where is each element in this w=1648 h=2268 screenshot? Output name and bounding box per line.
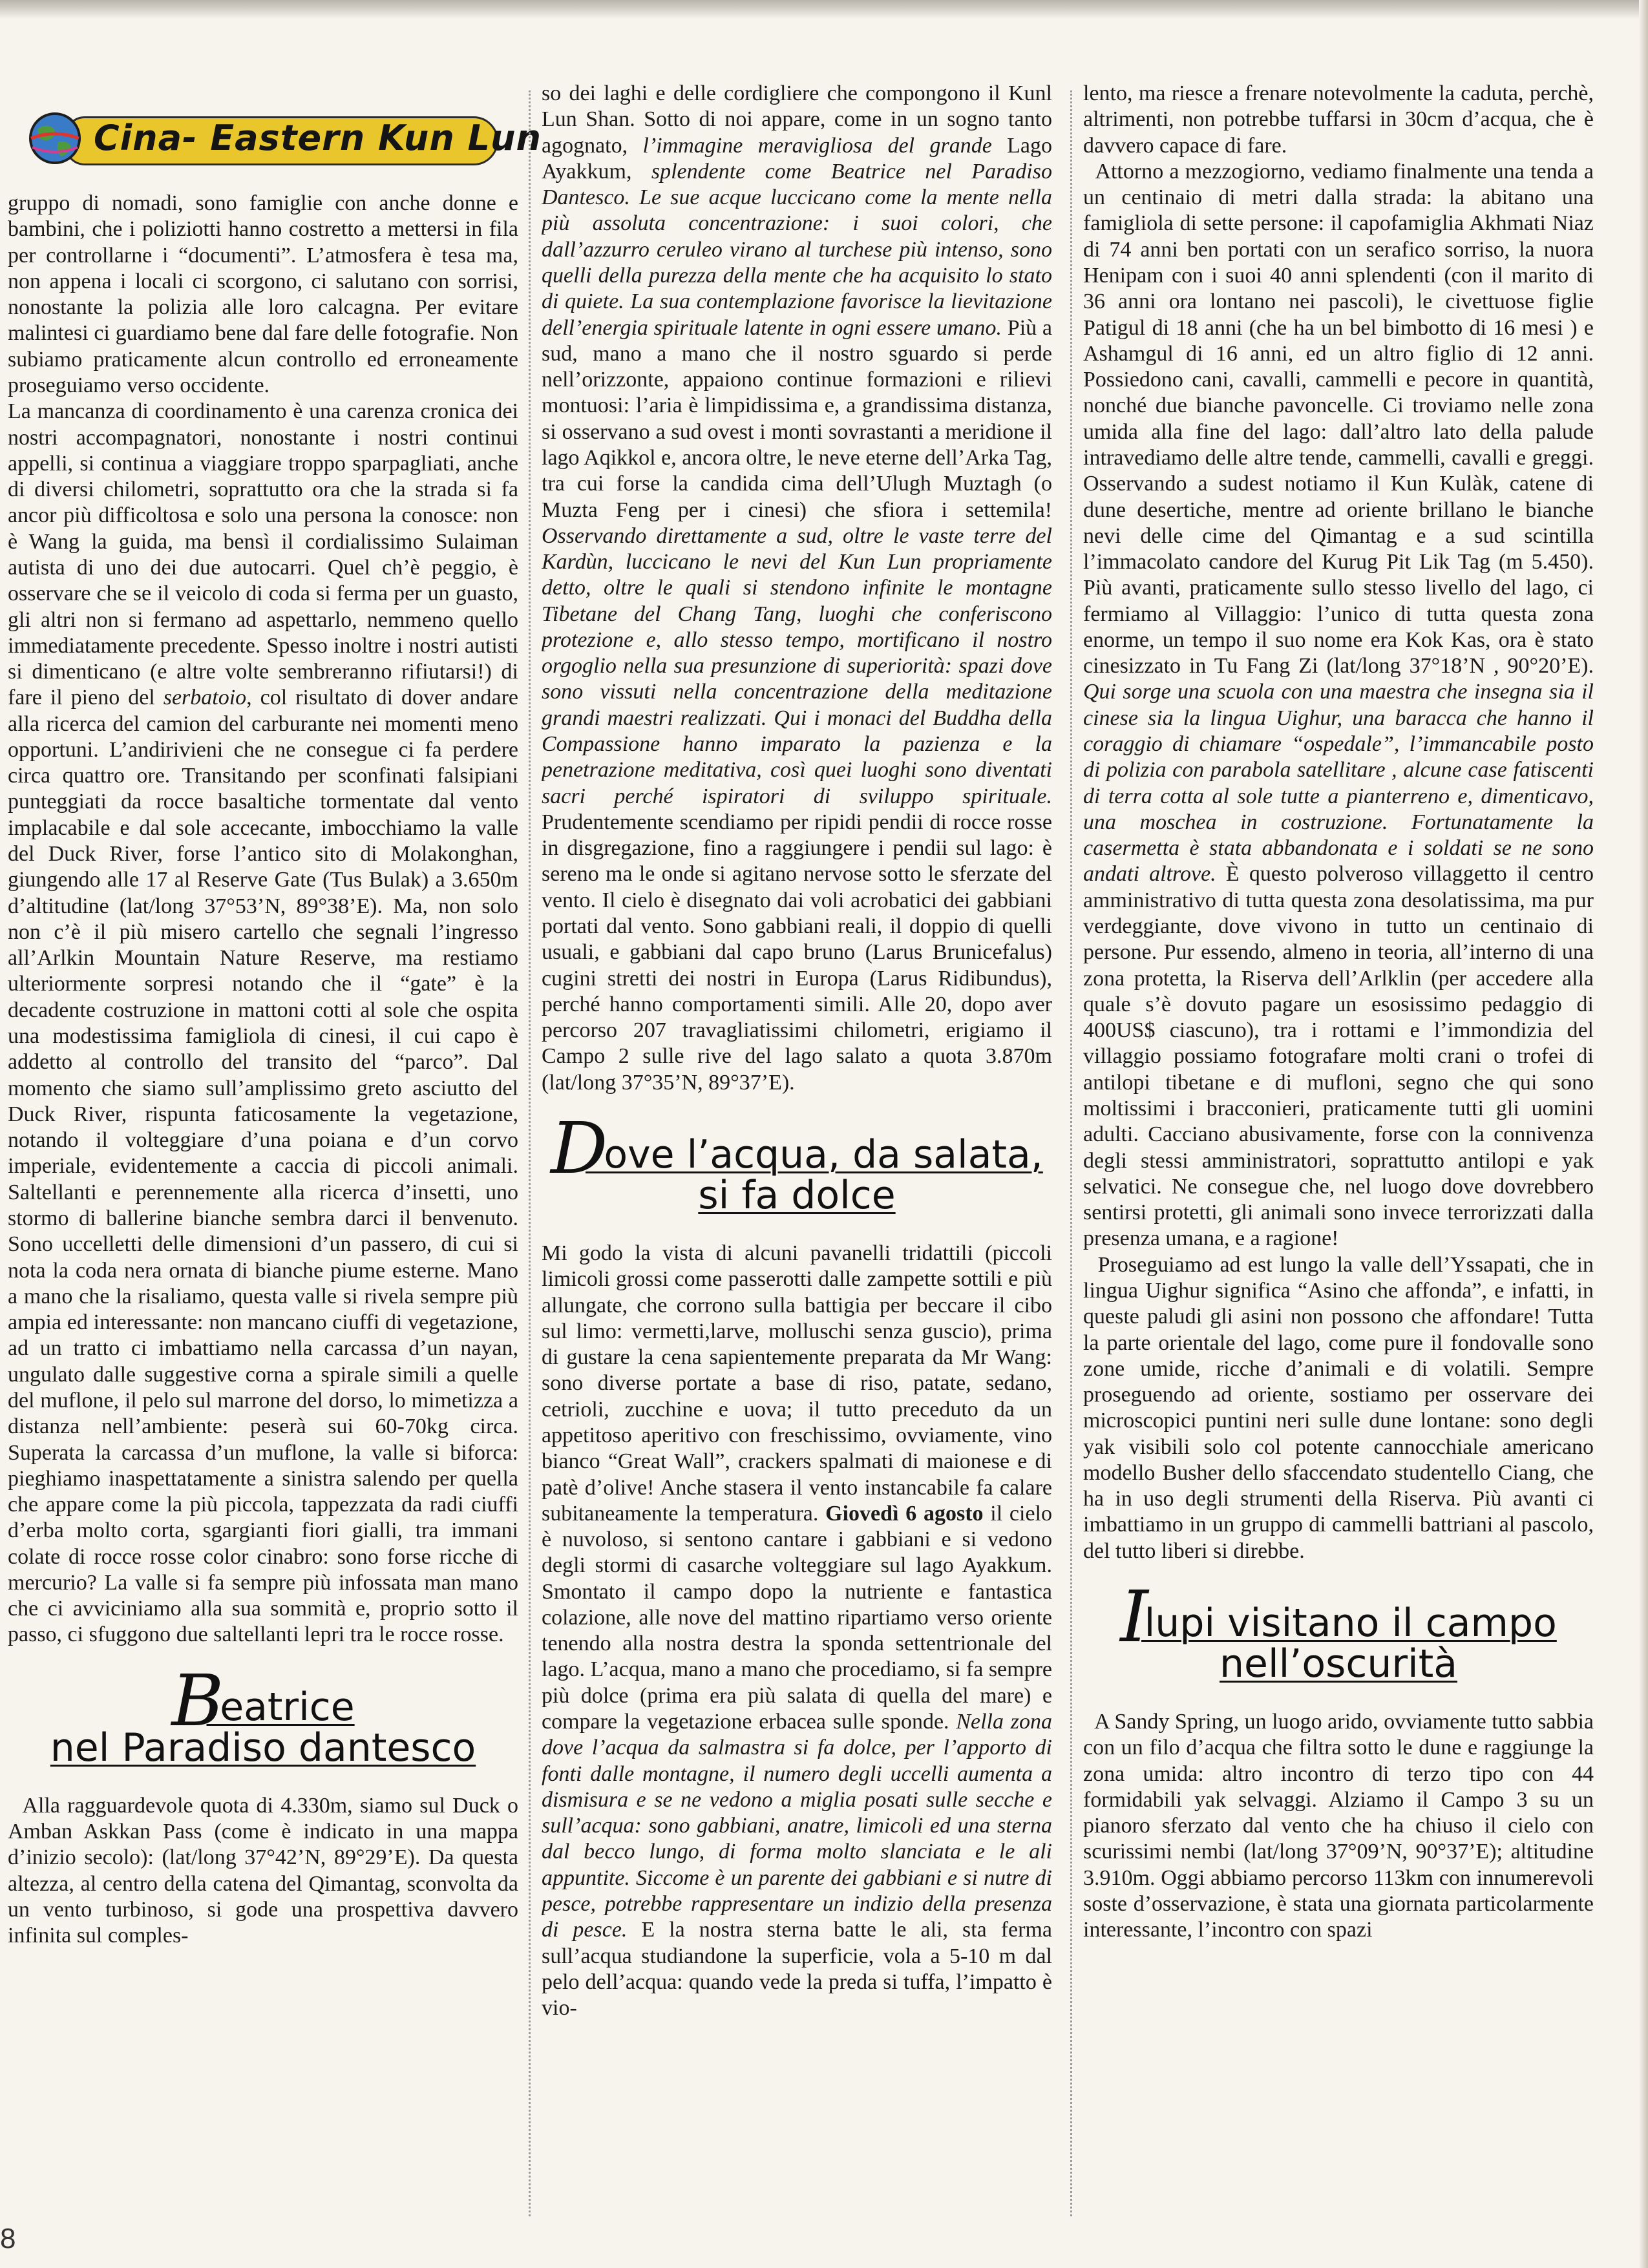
paragraph: A Sandy Spring, un luogo arido, ovviamente tutto sabbia con un filo d’acqua che filtra sotto le dune e raggiunge la zona umida: altro incontro di terzo tipo con 44 formidabili yak selvaggi. Alziamo il Campo 3 su un pianoro sferzato dal vento che ha chiuso il cielo con scurissimi nembi (lat/long 37°09’N, 90°37’E); altitudine 3.910m. Oggi abbiamo percorso 113km con innumerevoli soste d’osservazione, è stata una giornata particolarmente interessante, l’incontro con spazi: [1083, 1710, 1594, 1942]
section-header: [19, 109, 542, 168]
paragraph: La mancanza di coordinamento è una carenza cronica dei nostri accompagnatori, nonostante i nostri continui appelli, si continua a viaggiare troppo sparpagliati, anche di diversi chilometri, soprattutto ora che la strada si fa ancor più difficoltosa e solo una persona la conosce: non è Wang la guida, ma bensì il cordialissimo Sulaiman autista di uno dei due autocarri. Quel ch’è peggio, è osservare che se il veicolo di coda si ferma per un guasto, gli altri non si fermano ad aspettarlo, nemmeno quello immediatamente precedente. Spesso inoltre i nostri autisti si dimenticano (e altre volte sembreranno rifiutarsi!) di fare il pieno del serbatoio, col risultato di dover andare alla ricerca del camion del carburante nei momenti meno opportuni. L’andirivieni che ne consegue ci fa perdere circa quattro ore. Transitando per sconfinati falsipiani punteggiati da rocce basaltiche tormentate dal vento implacabile e dal sole accecante, imbocchiamo la valle del Duck River, forse l’antico sito di Molakonghan, giungendo alle 17 al Reserve Gate (Tus Bulak) a 3.650m d’altitudine (lat/long 37°53’N, 89°38’E). Ma, non solo non c’è il più misero cartello che segnali l’ingresso all’Arlkin Mountain Nature Reserve, ma restiamo ulteriormente sorpresi notando che il “gate” è la decadente costruzione in mattoni cotti al sole che ospita una modestissima famigliola di cinesi, il cui capo è addetto al controllo del transito del “parco”. Dal momento che siamo sull’amplissimo greto asciutto del Duck River, rispunta faticosamente la vegetazione, notando il volteggiare d’una poiana e d’un corvo imperiale, evidentemente a caccia di piccoli animali. Saltellanti e perennemente alla ricerca d’insetti, uno stormo di ballerine bianche sembra darci il benvenuto. Sono uccelletti delle dimensioni d’un passero, di cui si nota la coda nera ornata di bianche piume esterne. Mano a mano che la risaliamo, questa valle si rivela sempre più ampia ed interessante: non mancano ciuffi di vegetazione, ad un tratto ci imbattiamo nella carcassa d’un nayan, ungulato dalle suggestive corna a spirale simili a quelle del muflone, il pelo sul marrone del dorso, lo mimetizza a distanza nell’ambiente: peserà sui 60-70kg circa. Superata la carcassa d’un muflone, la valle si biforca: pieghiamo inaspettatamente a sinistra salendo per quella che appare come la più piccola, tappezzata da radi ciuffi d’erba molto corta, sgargianti fiori gialli, tra immani colate di rocce rosse color cinabro: sono forse ricche di mercurio? La valle si fa sempre più infossata man mano che ci avviciniamo alla sua sommità e, proprio sotto il passo, ci sfuggono due saltellanti lepri tra le rocce rosse.: [8, 399, 518, 1647]
scan-edge-right: [1639, 0, 1648, 2268]
article-subheading: Dove l’acqua, da salata, si fa dolce: [551, 1106, 1043, 1218]
column-divider: [1070, 90, 1072, 2216]
globe-icon: [26, 110, 84, 167]
paragraph: gruppo di nomadi, sono famiglie con anche donne e bambini, che i poliziotti hanno costretto a mettersi in fila per controllarne i “documenti”. L’atmosfera è tesa ma, non appena i locali ci scorgono, ci salutano con sorrisi, nonostante la polizia alle loro calcagna. Per evitare malintesi ci guardiamo bene dal fare delle fotografie. Non subiamo praticamente alcun controllo ed erroneamente proseguiamo verso occidente.: [8, 191, 518, 397]
paragraph: Proseguiamo ad est lungo la valle dell’Yssapati, che in lingua Uighur significa “Asino che affonda”, e infatti, in queste paludi gli asini non possono che affondare! Tutta la parte orientale del lago, come pure il fondovalle sono zone umide, ricche d’animali e di volatili. Sempre proseguendo ad oriente, sostiamo per osservare dei microscopici puntini neri sulle dune lontane: sono degli yak visibili solo col potente cannocchiale americano modello Busher dello sfaccendato studentello Ciang, che ha in uso degli strumenti della Riserva. Più avanti ci imbattiamo in un gruppo di cammelli battriani al pascolo, del tutto liberi si direbbe.: [1083, 1252, 1594, 1563]
paragraph: lento, ma riesce a frenare notevolmente la caduta, perchè, altrimenti, non potrebbe tuffarsi in 30cm d’acqua, che è davvero capace di fare.: [1083, 81, 1594, 158]
column-divider: [529, 90, 531, 2216]
paragraph: Alla ragguardevole quota di 4.330m, siamo sul Duck o Amban Askkan Pass (come è indicato in una mappa d’inizio secolo): (lat/long 37°42’N, 89°29’E). Da questa altezza, al centro della catena del Qimantag, sconvolta da un vento turbinoso, si gode una prospettiva davvero infinita sul comples-: [8, 1793, 518, 1948]
scan-edge-top: [0, 0, 1648, 19]
article-subheading: Ilupi visitano il campo nell’oscurità: [1120, 1575, 1557, 1687]
text-column-1: [8, 191, 518, 2239]
text-column-2: [542, 81, 1052, 2232]
text-column-3: [1083, 81, 1594, 2232]
article-subheading: Beatrice nel Paradiso dantesco: [50, 1659, 476, 1770]
paragraph: Attorno a mezzogiorno, vediamo finalmente una tenda a un centinaio di metri dalla strada: la abitano una famigliola di sette persone: il capofamiglia Akhmati Niaz di 74 anni ben portati con un serafico sorriso, la nuora Henipam con i suoi 40 anni splendenti (con il marito di 36 anni ora lontano nei pascoli), le civettuose figlie Patigul di 18 anni (che ha un bel bimbotto di 16 mesi ) e Ashamgul di 16 anni, ed un altro figlio di 12 anni. Possiedono cani, cavalli, cammelli e pecore in quantità, nonché due bianche pavoncelle. Ci troviamo nelle zona umida alla fine del lago: dall’altro lato della palude intravediamo delle altre tende, cammelli, cavalli e greggi. Osservando a sudest notiamo il Kun Kulàk, catene di dune desertiche, mentre ad oriente brillano le bianche nevi delle cime del Qimantag e a sud scintilla l’immacolato candore del Kurug Pit Lik Tag (m 5.450). Più avanti, praticamente sullo stesso livello del lago, ci fermiamo al Villaggio: l’unico di tutta questa zona enorme, un tempo il suo nome era Kok Kas, ora è stato cinesizzato in Tu Fang Zi (lat/long 37°18’N , 90°20’E). Qui sorge una scuola con una maestra che insegna sia il cinese sia la lingua Uighur, una baracca che hanno il coraggio di chiamare “ospedale”, l’immancabile posto di polizia con parabola satellitare , alcune case fatiscenti di terra cotta al sole tutte a pianterreno e, dimenticavo, una moschea in costruzione. Fortunatamente la casermetta è stata abbandonata e i soldati se ne sono andati altrove. È questo polveroso villaggetto il centro amministrativo di tutta questa zona desolatissima, ma pur verdeggiante, dove vivono in tutto un centinaio di persone. Pur essendo, almeno in teoria, all’interno di una zona protetta, la Riserva dell’Arlklin (per accedere alla quale s’è dovuto pagare un esosissimo pedaggio di 400US$ ciascuno), tra i rottami e l’immondizia del villaggio possiamo fotografare molti crani o trofei di antilopi tibetane e di mufloni, segno che qui sono moltissimi i bracconieri, praticamente tutti gli uomini adulti. Cacciano abusivamente, forse con la connivenza degli stessi amministratori, soprattutto antilopi e yak selvatici. Ne consegue che, nel luogo dove dovrebbero sentirsi protetti, gli animali sono invece terrorizzati dalla presenza umana, e a ragione!: [1083, 159, 1594, 1251]
paragraph: so dei laghi e delle cordigliere che compongono il Kunl Lun Shan. Sotto di noi appare, come in un sogno tanto agognato, l’immagine meravigliosa del grande Lago Ayakkum, splendente come Beatrice nel Paradiso Dantesco. Le sue acque luccicano come la mente nella più assoluta concentrazione: i suoi colori, che dall’azzurro ceruleo virano al turchese più intenso, sono quelli della purezza della mente che ha acquisito lo stato di quiete. La sua contemplazione favorisce la lievitazione dell’energia spirituale latente in ogni essere umano. Più a sud, mano a mano che il nostro sguardo si perde nell’orizzonte, appaiono continue formazioni e rilievi montuosi: l’aria è limpidissima e, a grandissima distanza, si osservano a sud ovest i monti sovrastanti a meridione il lago Aqikkol e, ancora oltre, le neve eterne dell’Arka Tag, tra cui forse la candida cima dell’Ulugh Muztagh (o Muzta Feng per i cinesi) che sfiora i settemila! Osservando direttamente a sud, oltre le vaste terre del Kardùn, luccicano le nevi del Kun Lun propriamente detto, oltre le quali si stendono infinite le montagne Tibetane del Chang Tang, luoghi che conferiscono protezione e, allo stesso tempo, mortificano il nostro orgoglio nella sua presunzione di superiorità: spazi dove sono vissuti nella concentrazione della meditazione grandi maestri realizzati. Qui i monaci del Buddha della Compassione hanno imparato la pazienza e la penetrazione meditativa, così quei luoghi sono diventati sacri perché ispiratori di sviluppo spirituale. Prudentemente scendiamo per ripidi pendii di rocce rosse in disgregazione, fino a raggiungere i pendii sul lago: è sereno ma le onde si agitano nervose sotto le sferzate del vento. Il cielo è disegnato dai voli acrobatici dei gabbiani portati dal vento. Sono gabbiani reali, il doppio di quelli usuali, e gabbiani dal capo bruno (Larus Brunicefalus) cugini stretti dei nostri in Europa (Larus Ridibundus), perché hanno comportamenti simili. Alle 20, dopo aver percorso 207 travagliatissimi chilometri, erigiamo il Campo 2 sulle rive del lago salato a quota 3.870m (lat/long 37°35’N, 89°37’E).: [542, 81, 1052, 1095]
page-number: 8: [0, 2223, 16, 2254]
paragraph: Mi godo la vista di alcuni pavanelli tridattili (piccoli limicoli grossi come passerotti dalle zampette sottili e più allungate, che corrono sulla battigia per beccare il cibo sul limo: vermetti,larve, molluschi senza guscio), prima di gustare la cena sapientemente preparata da Mr Wang: sono diverse portate a base di riso, patate, sedano, cetrioli, zucchine e uova; il tutto preceduto da un appetitoso aperitivo con freschissimo, ovviamente, vino bianco “Great Wall”, crackers spalmati di maionese e di patè d’olive! Anche stasera il vento instancabile fa calare subitaneamente la temperatura. Giovedì 6 agosto il cielo è nuvoloso, si sentono cantare i gabbiani e si vedono degli stormi di casarche volteggiare sul lago Ayakkum. Smontato il campo dopo la nutriente e fantastica colazione, alle nove del mattino ripartiamo verso oriente tenendo alla nostra destra la sponda settentrionale del lago. L’acqua, mano a mano che procediamo, si fa sempre più dolce (prima era più salata di quella del mare) e compare la vegetazione erbacea sulle sponde. Nella zona dove l’acqua da salmastra si fa dolce, per l’apporto di fonti dalle montagne, il numero degli uccelli aumenta a dismisura e se ne vedono a miglia posati sulle secche e sull’acqua: sono gabbiani, anatre, limicoli ed una sterna dal becco lungo, di forma molto slanciata e le ali appuntite. Siccome è un parente dei gabbiani e si nutre di pesce, potrebbe rappresentare un indizio della presenza di pesce. E la nostra sterna batte le ali, sta ferma sull’acqua studiandone la superficie, vola a 5-10 m dal pelo dell’acqua: quando vede la preda si tuffa, l’impatto è vio-: [542, 1241, 1052, 2021]
section-title: Cina- Eastern Kun Lun: [94, 118, 542, 158]
